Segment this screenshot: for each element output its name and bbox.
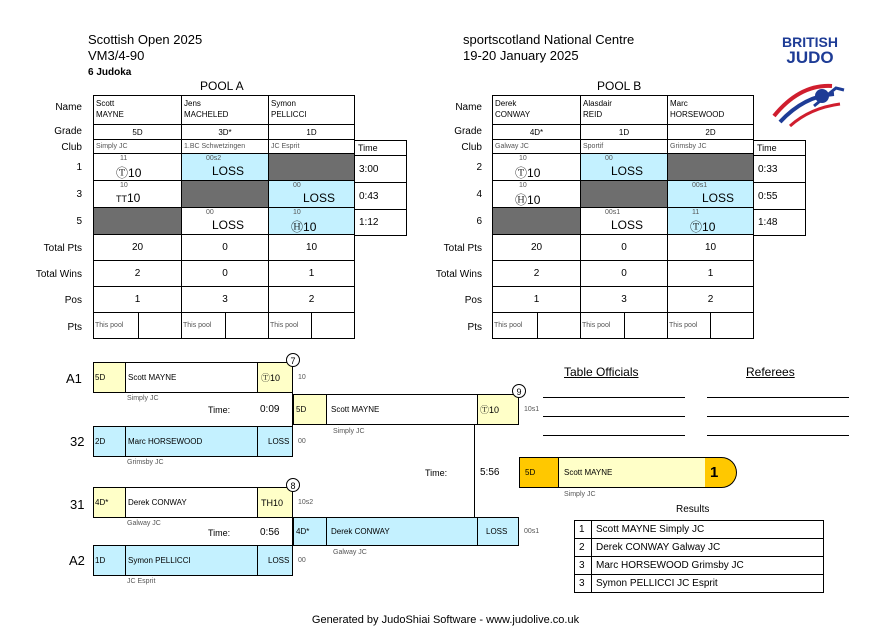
grade-cell: 1D xyxy=(580,124,668,140)
competitor-name-cell: Jens MACHELED xyxy=(181,95,269,125)
time-header: Time xyxy=(753,140,806,156)
footer[interactable]: Generated by JudoShiai Software - www.judolive.co.uk xyxy=(311,614,580,626)
time-cell: 0:33 xyxy=(753,155,806,183)
time-label: Time: xyxy=(208,405,231,415)
name-label: Name xyxy=(455,102,482,113)
table-row: 1 Scott MAYNE Simply JC xyxy=(575,521,824,539)
signature-line xyxy=(543,416,685,417)
club-cell: 1.BC Schwetzingen xyxy=(181,139,269,154)
judoka-figure-icon xyxy=(770,66,850,128)
score-cell: 00s1 LOSS xyxy=(667,180,754,208)
results-table xyxy=(574,520,824,593)
event-title: Scottish Open 2025 xyxy=(88,32,203,47)
this-pool-cell: This pool xyxy=(580,312,625,339)
wins-cell: 1 xyxy=(268,260,355,287)
score-cell: 00 LOSS xyxy=(580,153,668,181)
this-pool-cell: This pool xyxy=(181,312,226,339)
pos-cell: 1 xyxy=(492,286,581,313)
total-wins-label: Total Wins xyxy=(435,269,482,280)
match-time: 0:56 xyxy=(260,527,280,538)
wins-cell: 1 xyxy=(667,260,754,287)
table-row: 2 Derek CONWAY Galway JC xyxy=(575,539,824,557)
bracket-slot: 5D Scott MAYNE Ⓣ10 xyxy=(93,362,293,393)
seed-label: 32 xyxy=(70,434,85,449)
match-number-badge: 8 xyxy=(286,478,300,492)
score-cell: 00s2 LOSS xyxy=(181,153,269,181)
club-cell: JC Esprit xyxy=(268,139,355,154)
pts-label: Pts xyxy=(67,322,82,333)
bracket-slot: 4D* Derek CONWAY LOSS xyxy=(293,517,519,546)
score-cell: 10 Ⓣ10 xyxy=(492,153,581,181)
match-time: 5:56 xyxy=(480,467,500,478)
total-pts-cell: 0 xyxy=(181,234,269,261)
signature-line xyxy=(543,397,685,398)
table-row: 3 Symon PELLICCI JC Esprit xyxy=(575,575,824,593)
time-cell: 0:55 xyxy=(753,182,806,210)
competitor-name-cell: Marc HORSEWOOD xyxy=(667,95,754,125)
this-pool-cell: This pool xyxy=(93,312,139,339)
grade-label: Grade xyxy=(54,126,82,137)
match-number-badge: 7 xyxy=(286,353,300,367)
total-wins-label: Total Wins xyxy=(35,269,82,280)
empty-cell xyxy=(667,153,754,181)
slot-club: Simply JC xyxy=(333,428,365,435)
club-label: Club xyxy=(461,142,482,153)
this-pool-cell: This pool xyxy=(667,312,711,339)
competitor-name-cell: Alasdair REID xyxy=(580,95,668,125)
empty-cell xyxy=(492,207,581,235)
pos-cell: 3 xyxy=(580,286,668,313)
slot-score: 00 xyxy=(298,438,306,445)
competitor-name-cell: Symon PELLICCI xyxy=(268,95,355,125)
time-header: Time xyxy=(354,140,407,156)
match-no: 6 xyxy=(476,216,482,227)
total-pts-cell: 10 xyxy=(667,234,754,261)
pool-a-table xyxy=(93,95,355,342)
pos-cell: 3 xyxy=(181,286,269,313)
pos-cell: 2 xyxy=(667,286,754,313)
match-no: 5 xyxy=(76,216,82,227)
winner-slot: 5D Scott MAYNE 1 xyxy=(519,457,737,488)
empty-cell xyxy=(93,207,182,235)
bracket-slot: 2D Marc HORSEWOOD LOSS xyxy=(93,426,293,457)
match-time: 0:09 xyxy=(260,404,280,415)
grade-cell: 2D xyxy=(667,124,754,140)
pts-cell xyxy=(710,312,754,339)
wins-cell: 2 xyxy=(492,260,581,287)
results-title: Results xyxy=(676,504,710,515)
pos-label: Pos xyxy=(64,295,82,306)
bracket-slot: 4D* Derek CONWAY TH10 xyxy=(93,487,293,518)
slot-score: 10s2 xyxy=(298,499,314,506)
total-pts-cell: 10 xyxy=(268,234,355,261)
empty-cell xyxy=(580,180,668,208)
pts-label: Pts xyxy=(467,322,482,333)
judoka-count: 6 Judoka xyxy=(88,67,132,78)
club-cell: Simply JC xyxy=(93,139,182,154)
slot-club: Galway JC xyxy=(333,549,367,556)
club-cell: Sportif xyxy=(580,139,668,154)
competitor-name-cell: Scott MAYNE xyxy=(93,95,182,125)
seed-label: A2 xyxy=(69,553,85,568)
grade-cell: 5D xyxy=(93,124,182,140)
venue: sportscotland National Centre xyxy=(463,32,635,47)
pts-cell xyxy=(311,312,355,339)
slot-score: 00s1 xyxy=(524,528,540,535)
pool-b-table xyxy=(492,95,754,342)
score-cell: 00s1 LOSS xyxy=(580,207,668,235)
club-label: Club xyxy=(61,142,82,153)
pool-b-title: POOL B xyxy=(597,79,642,93)
pos-cell: 1 xyxy=(93,286,182,313)
total-pts-label: Total Pts xyxy=(443,243,482,254)
grade-label: Grade xyxy=(454,126,482,137)
total-pts-label: Total Pts xyxy=(43,243,82,254)
dates: 19-20 January 2025 xyxy=(463,48,579,63)
table-officials-heading: Table Officials xyxy=(564,365,639,379)
signature-line xyxy=(707,416,849,417)
competitor-name-cell: Derek CONWAY xyxy=(492,95,581,125)
pts-cell xyxy=(225,312,269,339)
pts-cell xyxy=(138,312,182,339)
winner-club: Simply JC xyxy=(564,491,596,498)
british-judo-logo: BRITISH JUDO xyxy=(770,34,850,133)
name-label: Name xyxy=(55,102,82,113)
grade-cell: 1D xyxy=(268,124,355,140)
signature-line xyxy=(707,397,849,398)
score-cell: 10 Ⓗ10 xyxy=(492,180,581,208)
match-no: 3 xyxy=(76,189,82,200)
this-pool-cell: This pool xyxy=(268,312,312,339)
bracket-slot: 5D Scott MAYNE Ⓣ10 xyxy=(293,394,519,425)
grade-cell: 4D* xyxy=(492,124,581,140)
category: VM3/4-90 xyxy=(88,48,145,63)
this-pool-cell: This pool xyxy=(492,312,538,339)
wins-cell: 2 xyxy=(93,260,182,287)
time-label: Time: xyxy=(425,468,448,478)
slot-club: Grimsby JC xyxy=(127,459,164,466)
pts-cell xyxy=(537,312,581,339)
match-no: 4 xyxy=(476,189,482,200)
pts-cell xyxy=(624,312,668,339)
total-pts-cell: 20 xyxy=(93,234,182,261)
slot-score: 10 xyxy=(298,374,306,381)
total-pts-cell: 20 xyxy=(492,234,581,261)
referees-heading: Referees xyxy=(746,365,795,379)
bracket-slot: 1D Symon PELLICCI LOSS xyxy=(93,545,293,576)
seed-label: 31 xyxy=(70,497,85,512)
pos-cell: 2 xyxy=(268,286,355,313)
slot-score: 10s1 xyxy=(524,406,540,413)
time-cell: 3:00 xyxy=(354,155,407,183)
bracket-connector xyxy=(474,424,475,518)
table-row: 3 Marc HORSEWOOD Grimsby JC xyxy=(575,557,824,575)
time-cell: 1:48 xyxy=(753,209,806,236)
time-label: Time: xyxy=(208,528,231,538)
empty-cell xyxy=(268,153,355,181)
slot-score: 00 xyxy=(298,557,306,564)
pos-label: Pos xyxy=(464,295,482,306)
club-cell: Galway JC xyxy=(492,139,581,154)
score-cell: 10 TT10 xyxy=(93,180,182,208)
seed-label: A1 xyxy=(66,371,82,386)
total-pts-cell: 0 xyxy=(580,234,668,261)
match-no: 1 xyxy=(76,162,82,173)
time-cell: 1:12 xyxy=(354,209,407,236)
match-no: 2 xyxy=(476,162,482,173)
signature-line xyxy=(543,435,685,436)
time-cell: 0:43 xyxy=(354,182,407,210)
empty-cell xyxy=(181,180,269,208)
score-cell: 00 LOSS xyxy=(181,207,269,235)
wins-cell: 0 xyxy=(580,260,668,287)
pool-a-title: POOL A xyxy=(200,79,244,93)
club-cell: Grimsby JC xyxy=(667,139,754,154)
score-cell: 10 Ⓗ10 xyxy=(268,207,355,235)
score-cell: 11 Ⓣ10 xyxy=(93,153,182,181)
wins-cell: 0 xyxy=(181,260,269,287)
grade-cell: 3D* xyxy=(181,124,269,140)
match-number-badge: 9 xyxy=(512,384,526,398)
slot-club: Simply JC xyxy=(127,395,159,402)
score-cell: 11 Ⓣ10 xyxy=(667,207,754,235)
slot-club: Galway JC xyxy=(127,520,161,527)
signature-line xyxy=(707,435,849,436)
slot-club: JC Esprit xyxy=(127,578,156,585)
winner-place: 1 xyxy=(705,457,737,488)
score-cell: 00 LOSS xyxy=(268,180,355,208)
